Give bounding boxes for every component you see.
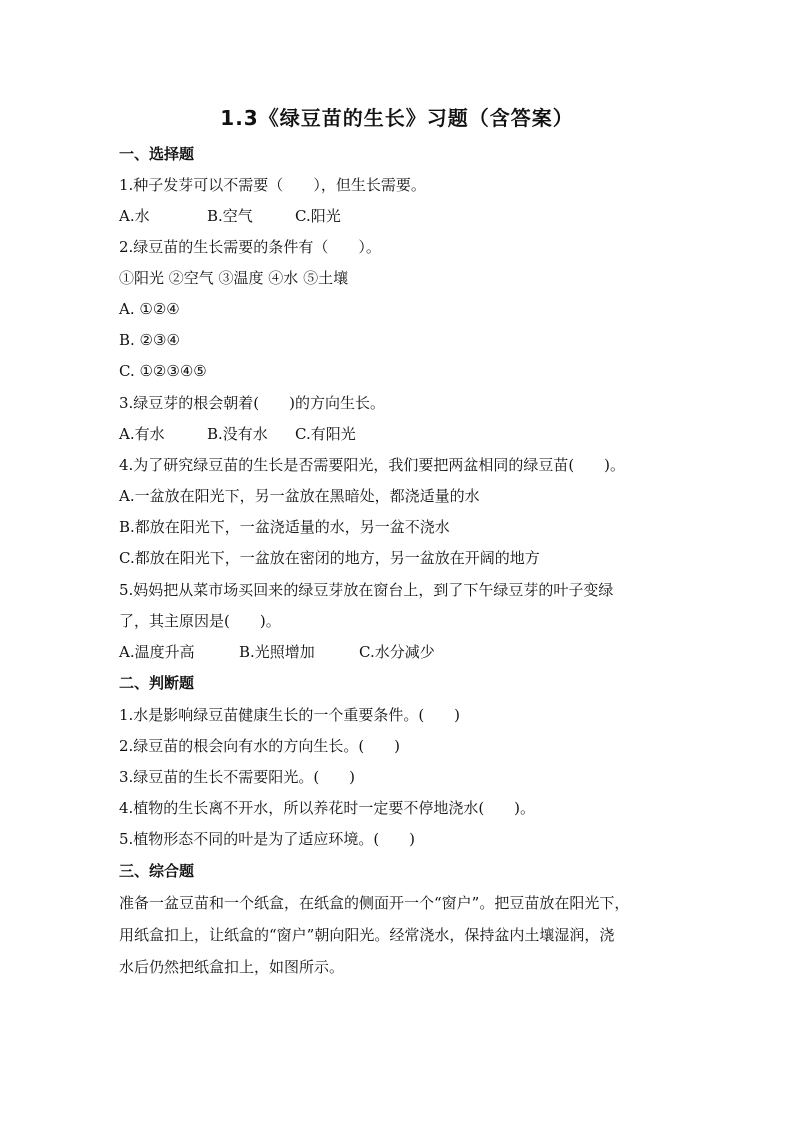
question-2-option-b: B. ②③④ <box>119 331 180 349</box>
question-5-option-a: A.温度升高 <box>119 643 195 661</box>
question-2-option-c: C. ①②③④⑤ <box>119 362 207 380</box>
judgement-item-1: 1.水是影响绿豆苗健康生长的一个重要条件。( ) <box>119 706 461 724</box>
question-3-option-c: C.有阳光 <box>295 425 356 443</box>
judgement-item-4: 4.植物的生长离不开水，所以养花时一定要不停地浇水( )。 <box>119 799 536 817</box>
question-1-option-c: C.阳光 <box>295 207 341 225</box>
question-2-option-a: A. ①②④ <box>119 300 180 318</box>
question-3-option-a: A.有水 <box>119 425 165 443</box>
question-4-option-a: A.一盆放在阳光下，另一盆放在黑暗处，都浇适量的水 <box>119 487 480 505</box>
question-3-text: 3.绿豆芽的根会朝着( )的方向生长。 <box>119 394 386 412</box>
comprehensive-paragraph-line-2: 用纸盒扣上，让纸盒的“窗户”朝向阳光。经常浇水，保持盆内土壤湿润，浇 <box>119 926 615 944</box>
question-1-options <box>119 205 679 227</box>
section-heading-judgement: 二、判断题 <box>119 674 195 692</box>
question-1-option-b: B.空气 <box>207 207 253 225</box>
question-1-text: 1.种子发芽可以不需要（ ），但生长需要。 <box>119 176 426 194</box>
question-2-text: 2.绿豆苗的生长需要的条件有（ ）。 <box>119 238 381 256</box>
question-5-option-c: C.水分减少 <box>359 643 435 661</box>
question-4-option-c: C.都放在阳光下，一盆放在密闭的地方，另一盆放在开阔的地方 <box>119 549 540 567</box>
question-5-options <box>119 641 679 663</box>
question-3-options <box>119 423 679 445</box>
question-1-option-a: A.水 <box>119 207 150 225</box>
comprehensive-paragraph-line-3: 水后仍然把纸盒扣上，如图所示。 <box>119 958 345 976</box>
question-4-text: 4.为了研究绿豆苗的生长是否需要阳光，我们要把两盆相同的绿豆苗( )。 <box>119 456 626 474</box>
question-3-option-b: B.没有水 <box>207 425 268 443</box>
question-2-conditions: ①阳光 ②空气 ③温度 ④水 ⑤土壤 <box>119 269 349 287</box>
section-heading-choice: 一、选择题 <box>119 145 195 163</box>
judgement-item-2: 2.绿豆苗的根会向有水的方向生长。( ) <box>119 737 401 755</box>
comprehensive-paragraph-line-1: 准备一盆豆苗和一个纸盒，在纸盒的侧面开一个“窗户”。把豆苗放在阳光下， <box>119 894 630 912</box>
section-heading-comprehensive: 三、综合题 <box>119 862 195 880</box>
judgement-item-3: 3.绿豆苗的生长不需要阳光。( ) <box>119 768 356 786</box>
document-title: 1.3《绿豆苗的生长》习题（含答案） <box>220 106 574 130</box>
judgement-item-5: 5.植物形态不同的叶是为了适应环境。( ) <box>119 830 416 848</box>
question-5-text-line-2: 了，其主原因是( )。 <box>119 612 281 630</box>
question-5-text-line-1: 5.妈妈把从菜市场买回来的绿豆芽放在窗台上，到了下午绿豆芽的叶子变绿 <box>119 581 614 599</box>
question-5-option-b: B.光照增加 <box>239 643 315 661</box>
question-4-option-b: B.都放在阳光下，一盆浇适量的水，另一盆不浇水 <box>119 518 450 536</box>
